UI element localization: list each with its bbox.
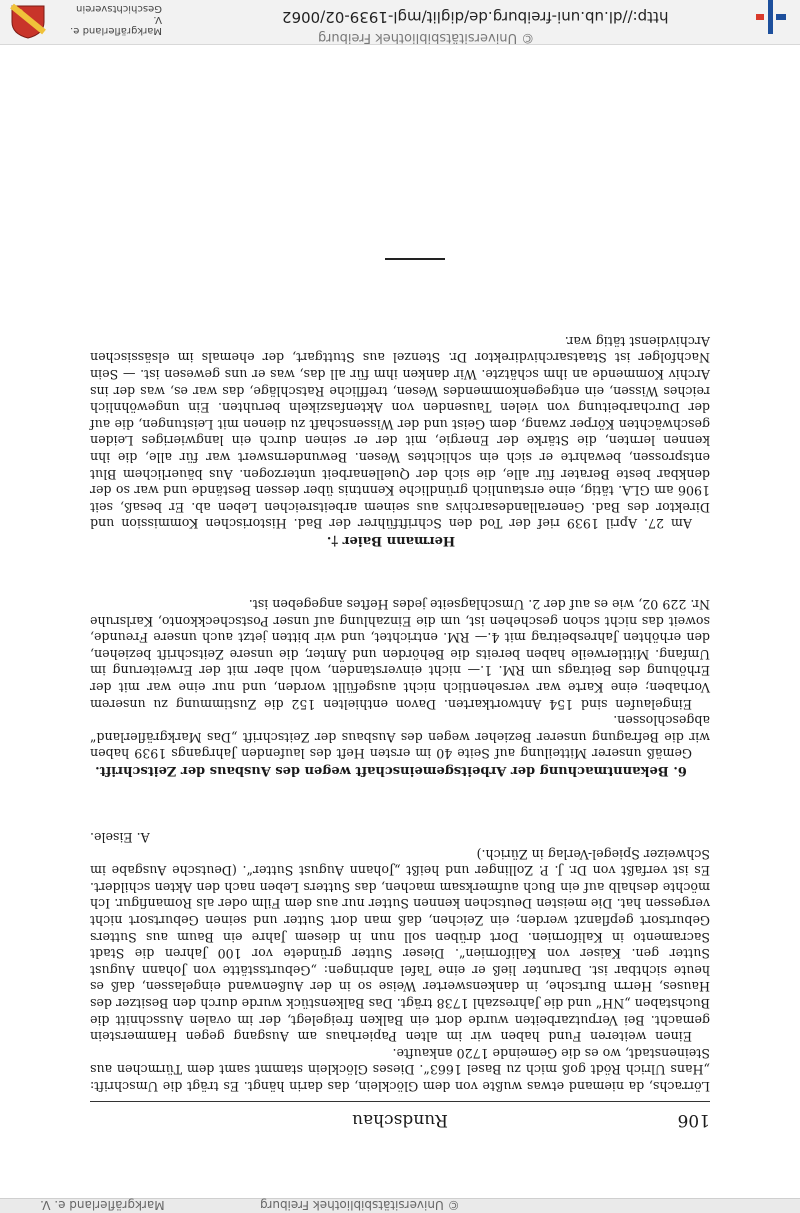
section-6 [90,595,710,778]
section-heading: 6. Bekanntmachung der Arbeitsgemeinschaft wegen des Ausbaus der Zeitschrift. [95,763,687,778]
society-label: Markgräflerland e. V. Geschichtsverein [70,3,162,36]
viewer-footer-bar [0,0,800,45]
header-rule [90,1101,710,1102]
university-library-logo-icon [748,0,792,38]
obituary [90,332,710,548]
society-name-bottom: Markgräflerland e. V. [40,1198,165,1212]
paragraph: Einen weiteren Fund haben wir im alten Papierhaus am Ausgang gegen Hammerstein gemacht. Bei Verputzarbeiten wurde dort ein Balken freigelegt, der im ovalen Ausschnitt die Buchstaben „NH“ und die Jahreszahl 1738 trägt. Das Balkenstück wurde durch den Besitzer des Hauses, Herrn Burtsche, in dankenswerter Weise so in der Außenwand eingelassen, daß es heute sichtbar ist. Darunter ließ er eine Tafel anbringen: „Geburtsstätte von Johann August Sutter gen. Kaiser von Kalifornien“. Dieser Sutter gründete vor 100 Jahren die Stadt Sacramento in Kalifornien. Dort drüben soll nun in diesem Jahre ein Baum aus Sutters Geburtsort gepflanzt werden; ein Zeichen, daß man dort Sutter und seinen Geburtsort nicht vergessen hat. Die meisten Deutschen kennen Sutter nur aus dem Film oder als Romanfigur. Ich möchte deshalb auf ein Buch aufmerksam machen, das Sutters Leben nach den Akten schildert. Es ist verfaßt von Dr. J. P. Zollinger und heißt „Johann August Sutter“. (Deutsche Ausgabe im Schweizer Spiegel-Verlag in Zürich.) [90,846,710,1045]
society-crest-icon [8,2,48,40]
scanned-page [90,255,710,1130]
viewer-bottom-bar [0,1198,800,1213]
library-copyright: © Universitätsbibliothek Freiburg [318,30,535,45]
text-block-sutter [90,829,710,1095]
running-head: Rundschau [352,1110,448,1130]
document-url[interactable]: http://dl.ub.uni-freiburg.de/diglit/mgl-1939-02/0062 [282,8,669,26]
signature-line [90,829,710,846]
paragraph: Gemäß unserer Mitteilung auf Seite 40 im ersten Heft des laufenden Jahrgangs 1939 haben wir die Befragung unserer Bezieher wegen des Ausbaus der Zeitschrift „Das Markgräflerland“ abgeschlossen. [90,713,710,762]
end-rule [385,258,445,260]
obituary-heading: Hermann Baier †. [326,533,456,548]
paragraph: Am 27. April 1939 rief der Tod den Schriftführer der Bad. Historischen Kommission und Direktor des Bad. Generallandesarchivs aus seinem arbeitsreichen Leben ab. Er besaß, seit 1906 am GLA. tätig, eine erstaunlich gründliche Kenntnis über dessen Bestände und war so der denkbar beste Berater für alle, die sich der Quellenarbeit unterzogen. Aus bäuerlichem Blut entsprossen, bewahrte er sich ein schlichtes Wesen. Bewundernswert war für alle, die ihn kennen lernten, die Stärke der Energie, mit der er seinen durch ein langwieriges Leiden geschwächten Körper zwang, dem Geist und der Wissenschaft zu dienen mit Leistungen, die auf der Durcharbeitung von vielen Tausenden von Aktenfaszikeln beruhten. Ein ungewöhnlich reiches Wissen, ein entgegenkommendes Wesen, treffliche Ratschläge, das war es, was der ins Archiv Kommende an ihm schätzte. Wir danken ihm für all das, was er uns gewesen ist. — Sein Nachfolger ist Staatsarchivdirektor Dr. Stenzel aus Stuttgart, der ehemals im elsässischen Archivdienst tätig war. [90,333,710,532]
library-copyright-bottom: © Universitätsbibliothek Freiburg [260,1198,460,1212]
page-number: 106 [677,1110,710,1130]
page-header [90,1104,710,1130]
paragraph: Eingelaufen sind 154 Antwortkarten. Davon enthielten 152 die Zustimmung zu unserem Vorhaben; eine Karte war versehentlich nicht ausgefüllt worden, und nur eine war mit der Erhöhung des Beitrags um RM. 1.— nicht einverstanden, wohl aber mit der Erweiterung im Umfang. Mittlerweile haben bereits die Behörden und Ämter, die unsere Zeitschrift beziehen, den erhöhten Jahresbeitrag mit 4.— RM. entrichtet, und wir bitten jetzt auch unsere Freunde, soweit das nicht schon geschehen ist, um die Einzahlung auf unser Postscheckkonto, Karlsruhe Nr. 229 02, wie es auf der 2. Umschlagseite jedes Heftes angegeben ist. [90,597,710,712]
paragraph: Lörrachs, da niemand etwas wußte von dem Glöcklein, das darin hängt. Es trägt die Umschrift: „Hans Ulrich Rödt goß mich zu Basel 1663“. Dieses Glöcklein stammt samt dem Türmchen aus Steinenstadt, wo es die Gemeinde 1720 ankaufte. [90,1045,710,1094]
signature: A. Eisele. [90,830,150,846]
